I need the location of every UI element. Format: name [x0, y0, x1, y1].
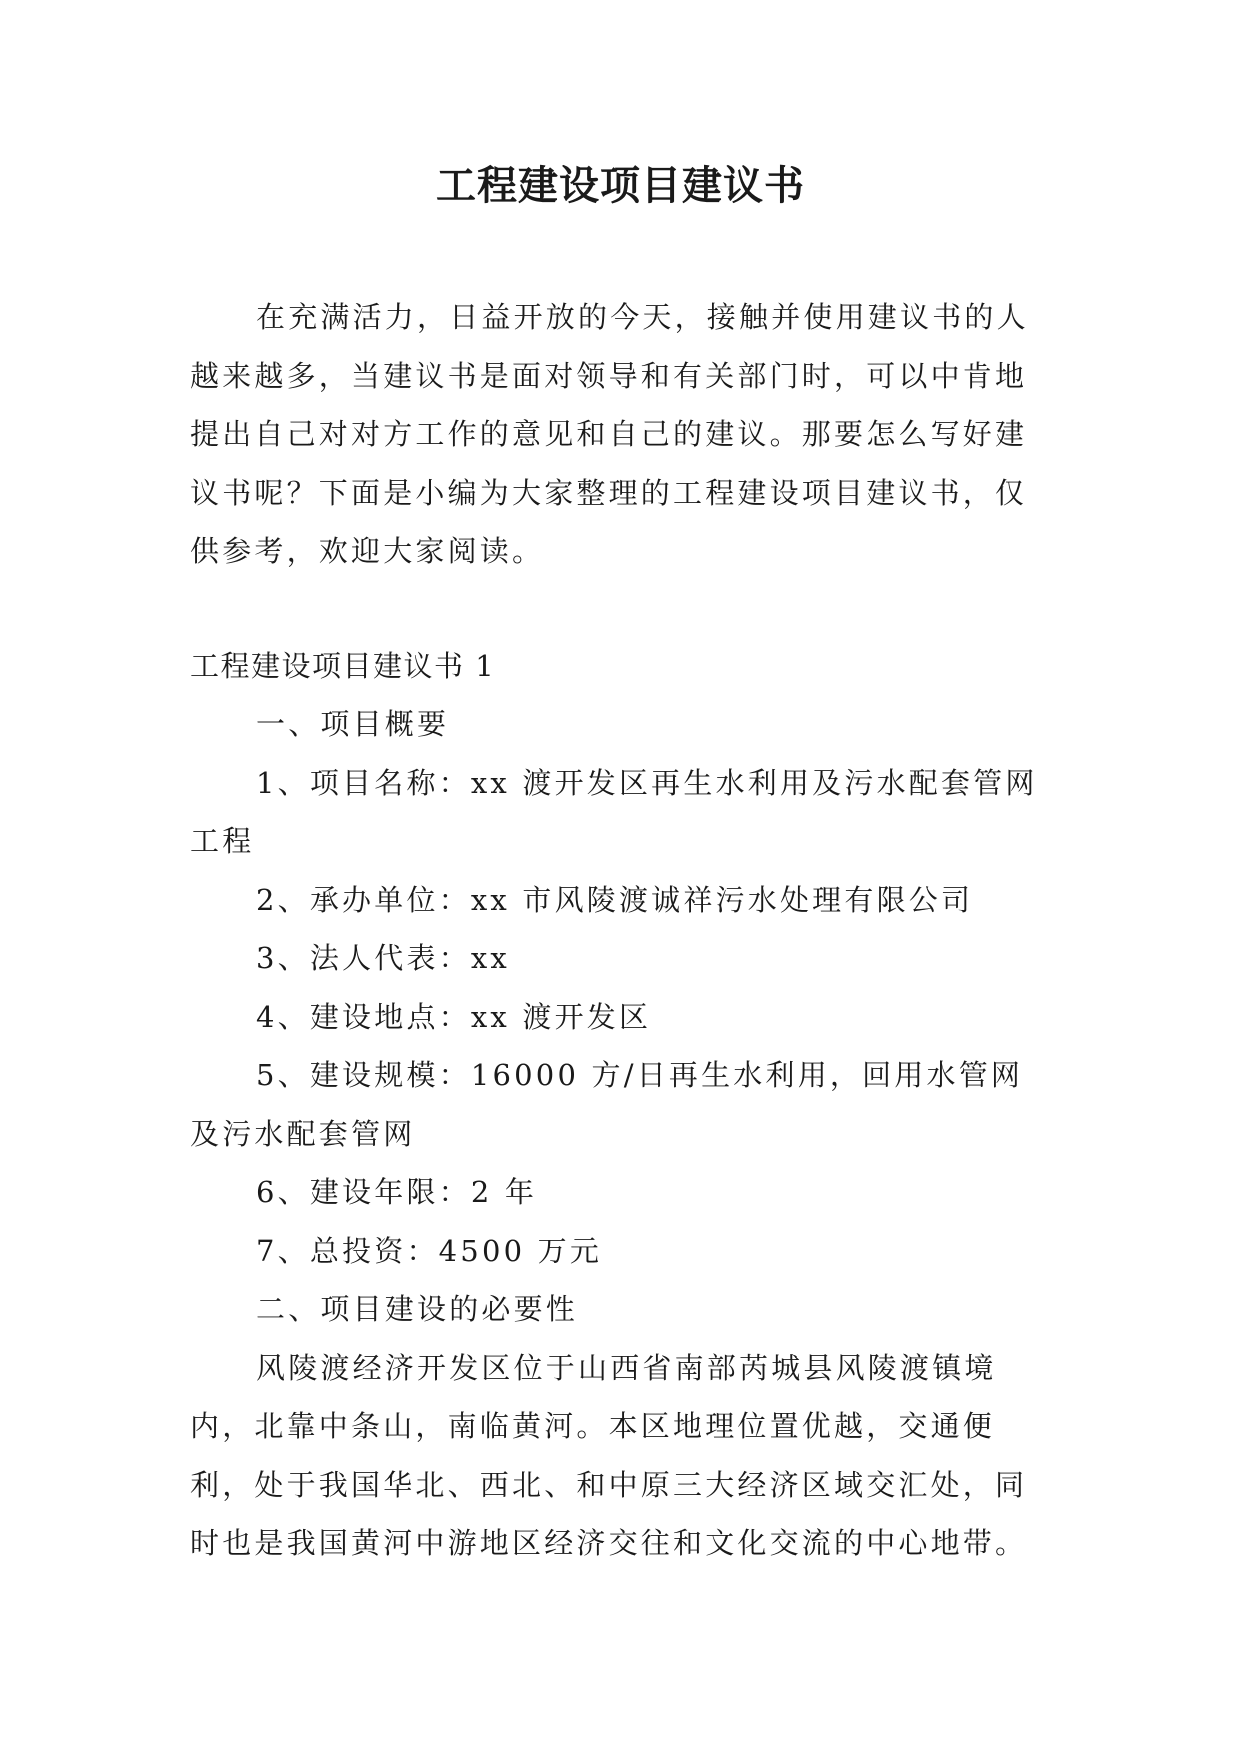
item-construction-scale: 5、建设规模：16000 方/日再生水利用，回用水管网及污水配套管网 [190, 1058, 1024, 1151]
document-body [190, 288, 1050, 1573]
necessity-paragraph: 风陵渡经济开发区位于山西省南部芮城县风陵渡镇境内，北靠中条山，南临黄河。本区地理位置优越，交通便利，处于我国华北、西北、和中原三大经济区域交汇处，同时也是我国黄河中游地区经济交往和文化交流的中心地带。 [190, 1350, 1028, 1560]
document-title: 工程建设项目建议书 [436, 162, 805, 209]
item-total-investment: 7、总投资：4500 万元 [256, 1233, 603, 1268]
item-undertaking-unit: 2、承办单位：xx 市风陵渡诚祥污水处理有限公司 [256, 882, 974, 917]
item-project-name: 1、项目名称：xx 渡开发区再生水利用及污水配套管网工程 [190, 765, 1038, 858]
heading-project-summary: 一、项目概要 [256, 707, 450, 741]
item-legal-representative: 3、法人代表：xx [256, 941, 510, 975]
section-title: 工程建设项目建议书 1 [190, 648, 496, 683]
intro-paragraph: 在充满活力，日益开放的今天，接触并使用建议书的人越来越多，当建议书是面对领导和有关部门时，可以中肯地提出自己对对方工作的意见和自己的建议。那要怎么写好建议书呢？下面是小编为大家整理的工程建设项目建议书，仅供参考，欢迎大家阅读。 [190, 300, 1029, 568]
item-construction-period: 6、建设年限：2 年 [256, 1175, 538, 1209]
item-construction-site: 4、建设地点：xx 渡开发区 [256, 999, 652, 1034]
heading-necessity: 二、项目建设的必要性 [256, 1292, 579, 1326]
